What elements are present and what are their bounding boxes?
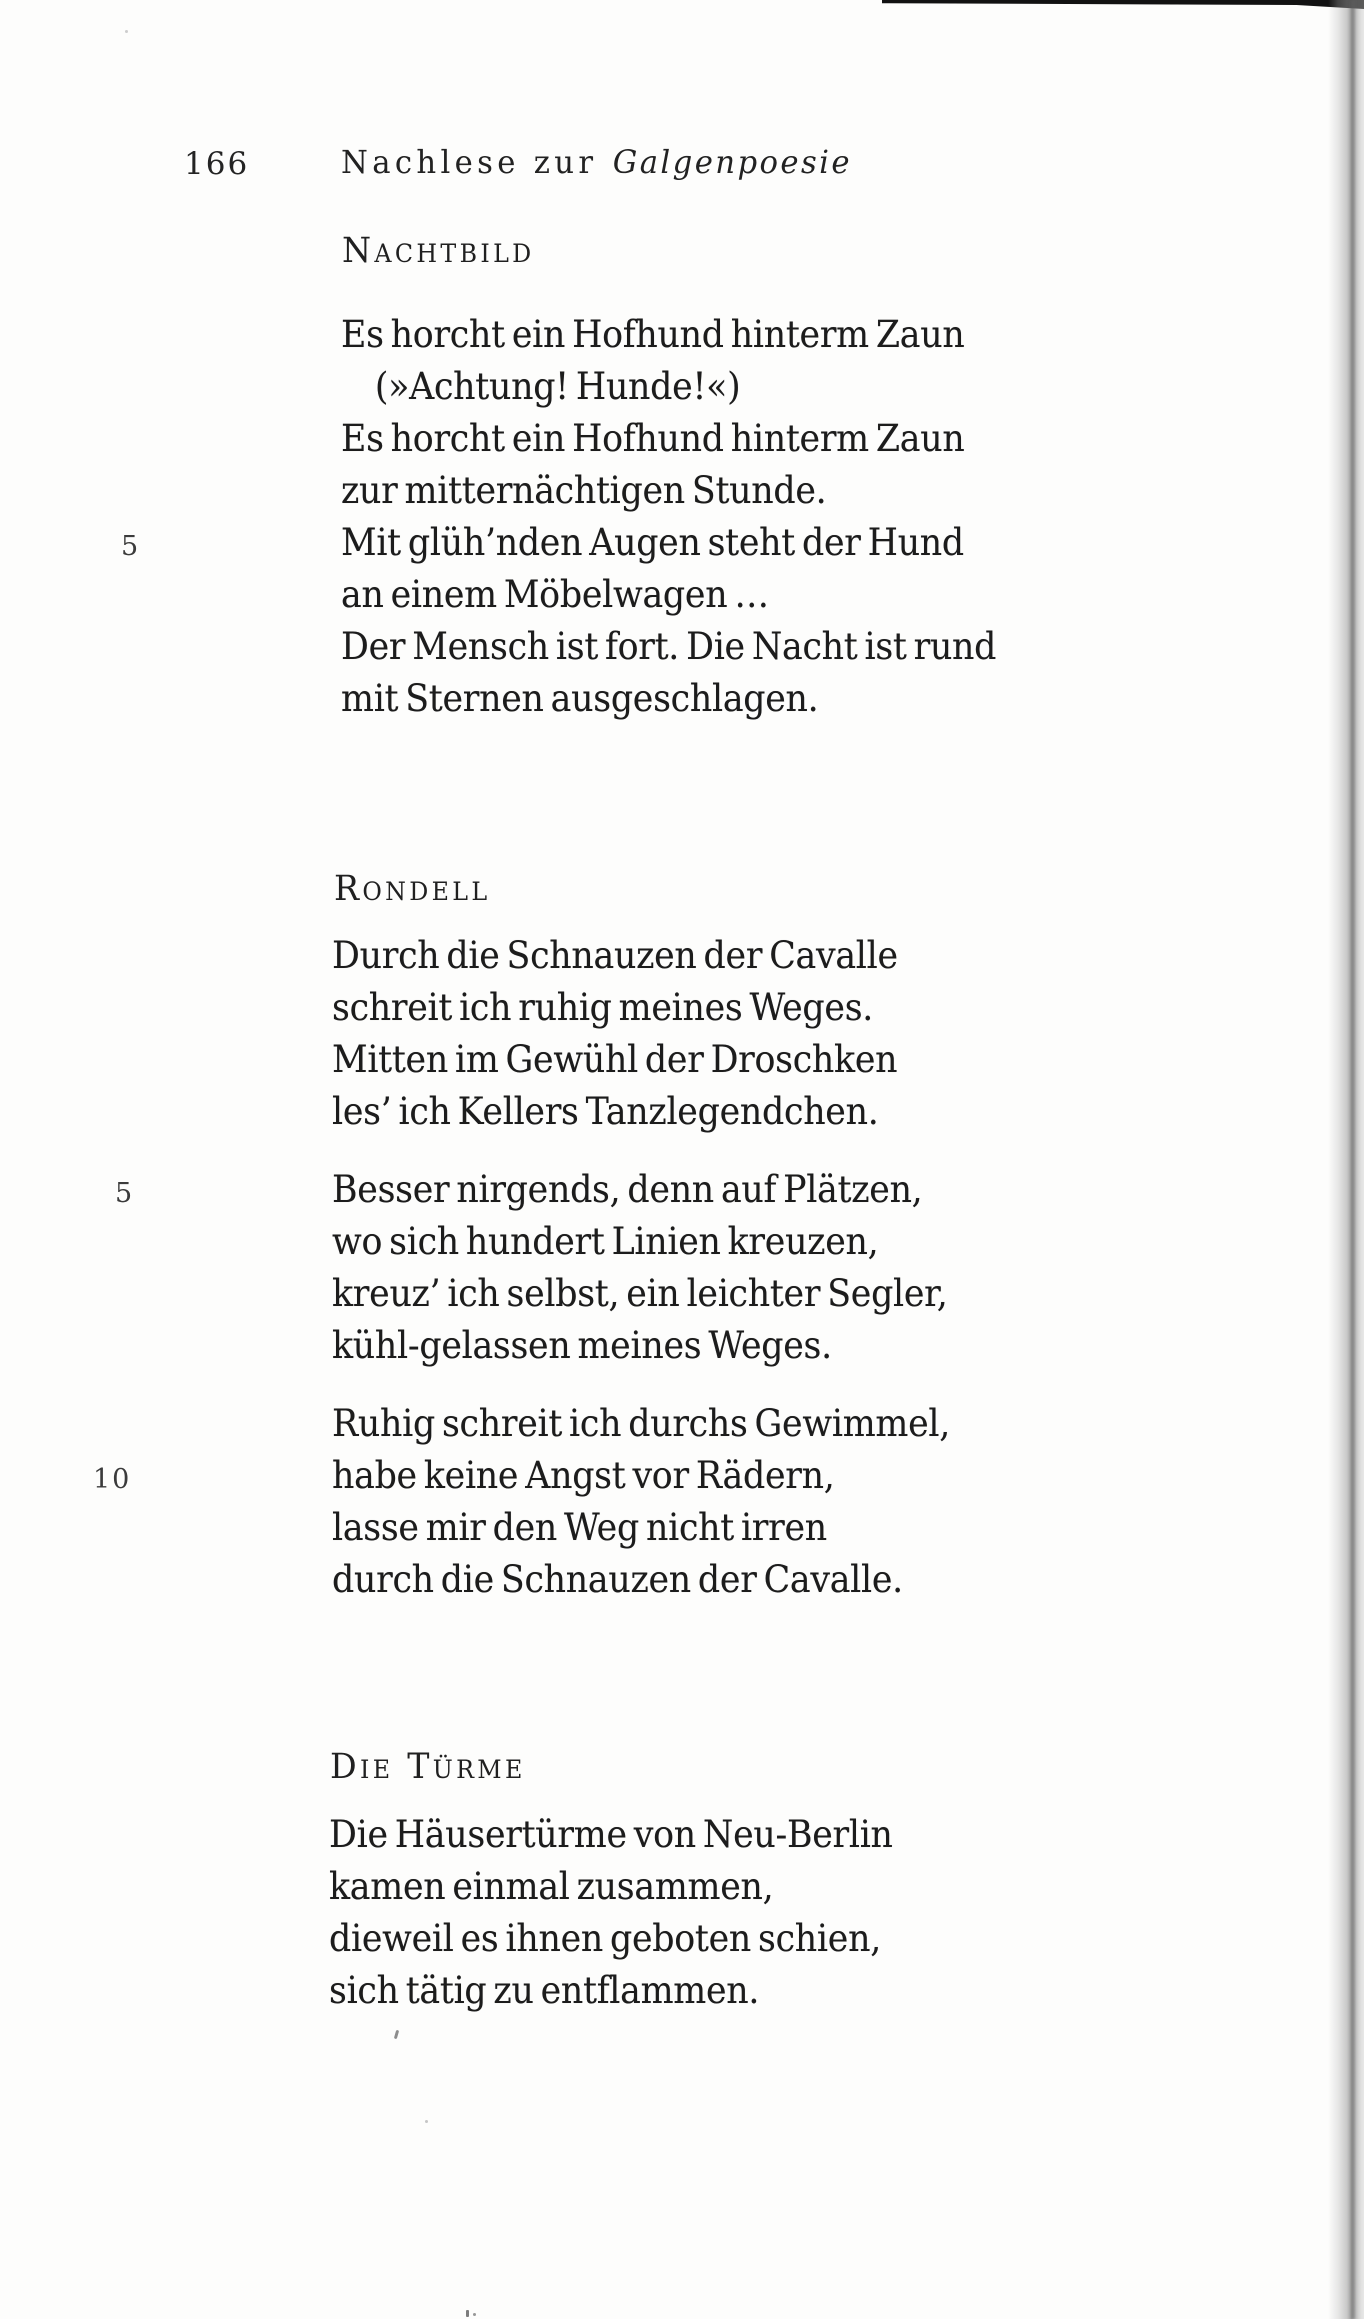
running-header bbox=[341, 143, 852, 181]
poem-line: durch die Schnauzen der Cavalle. bbox=[332, 1558, 903, 1601]
poem-line: Besser nirgends, denn auf Plätzen, bbox=[332, 1168, 923, 1211]
scan-gutter-shadow bbox=[1328, 0, 1364, 2319]
line-number-10: 10 bbox=[93, 1464, 132, 1495]
line-number-5: 5 bbox=[115, 1178, 135, 1209]
poem-line: Mit glüh’nden Augen steht der Hund bbox=[341, 521, 964, 564]
poem-line: kreuz’ ich selbst, ein leichter Segler, bbox=[332, 1272, 948, 1315]
poem-line: zur mitternächtigen Stunde. bbox=[341, 469, 827, 512]
scan-speck bbox=[466, 2310, 469, 2317]
scan-speck bbox=[425, 2120, 428, 2123]
poem-line: Durch die Schnauzen der Cavalle bbox=[332, 934, 898, 977]
scan-speck bbox=[125, 30, 128, 33]
poem-line: kühl-gelassen meines Weges. bbox=[332, 1324, 832, 1367]
running-header-text: Nachlese zur bbox=[341, 143, 598, 181]
poem-line: mit Sternen ausgeschlagen. bbox=[341, 677, 819, 720]
page-number: 166 bbox=[184, 146, 250, 182]
poem-line: sich tätig zu entflammen. bbox=[329, 1969, 760, 2012]
stanza bbox=[332, 930, 950, 1138]
poem-nachtbild bbox=[341, 309, 996, 725]
scan-top-edge-shadow bbox=[882, 0, 1364, 9]
poem-line: les’ ich Kellers Tanzlegendchen. bbox=[332, 1090, 879, 1133]
poem-title-nachtbild: Nachtbild bbox=[342, 231, 535, 271]
poem-line: Es horcht ein Hofhund hinterm Zaun bbox=[341, 417, 965, 460]
stanza bbox=[329, 1809, 893, 2017]
scan-gutter-fold-line bbox=[1351, 0, 1355, 2319]
poem-line: dieweil es ihnen geboten schien, bbox=[329, 1917, 881, 1960]
poem-line: wo sich hundert Linien kreuzen, bbox=[332, 1220, 879, 1263]
poem-line: habe keine Angst vor Rädern, bbox=[332, 1454, 835, 1497]
scan-speck bbox=[394, 2030, 399, 2039]
poem-title-rondell: Rondell bbox=[334, 869, 491, 909]
poem-line: Mitten im Gewühl der Droschken bbox=[332, 1038, 898, 1081]
poem-line: lasse mir den Weg nicht irren bbox=[332, 1506, 827, 1549]
poem-line: kamen einmal zusammen, bbox=[329, 1865, 774, 1908]
poem-line: (»Achtung! Hunde!«) bbox=[374, 365, 741, 408]
poem-line: Es horcht ein Hofhund hinterm Zaun bbox=[341, 313, 965, 356]
poem-line: Die Häusertürme von Neu-Berlin bbox=[329, 1813, 893, 1856]
poem-line: schreit ich ruhig meines Weges. bbox=[332, 986, 874, 1029]
running-header-book-title: Galgenpoesie bbox=[612, 143, 852, 181]
poem-line: an einem Möbelwagen … bbox=[341, 573, 769, 616]
stanza bbox=[341, 309, 996, 725]
line-number-5: 5 bbox=[121, 531, 141, 562]
poem-die-tuerme bbox=[329, 1809, 893, 2017]
stanza bbox=[332, 1398, 950, 1606]
stanza bbox=[332, 1164, 950, 1372]
poem-title-die-tuerme: Die Türme bbox=[330, 1747, 526, 1787]
poem-line: Ruhig schreit ich durchs Gewimmel, bbox=[332, 1402, 951, 1445]
poem-line: Der Mensch ist fort. Die Nacht ist rund bbox=[341, 625, 997, 668]
scan-speck bbox=[473, 2313, 476, 2316]
poem-rondell bbox=[332, 930, 950, 1606]
